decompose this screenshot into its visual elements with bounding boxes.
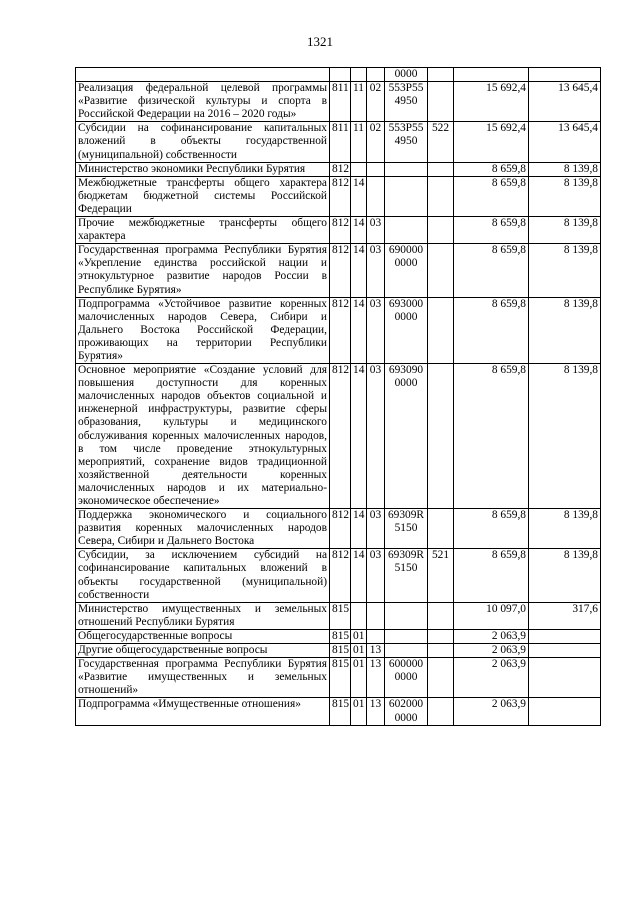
section-code-cell: 14 (351, 217, 367, 244)
section-code-cell: 01 (351, 644, 367, 658)
subsection-code-cell: 03 (367, 549, 385, 602)
expense-type-cell (428, 602, 454, 629)
page-number: 1321 (307, 34, 333, 49)
department-code-cell: 811 (330, 82, 351, 122)
section-code-cell: 14 (351, 364, 367, 509)
department-code-cell: 815 (330, 602, 351, 629)
item-name-cell: Субсидии, за исключением субсидий на софинансирование капитальных вложений в объекты государственной (муниципальной) собственности (76, 549, 330, 602)
subsection-code-cell: 03 (367, 217, 385, 244)
section-code-cell: 14 (351, 509, 367, 549)
amount-year2-cell: 13 645,4 (529, 122, 601, 162)
amount-year1-cell: 2 063,9 (454, 644, 529, 658)
item-name-cell: Прочие межбюджетные трансферты общего характера (76, 217, 330, 244)
amount-year1-cell: 2 063,9 (454, 629, 529, 643)
department-code-cell (330, 68, 351, 82)
subsection-code-cell: 13 (367, 698, 385, 725)
department-code-cell: 815 (330, 629, 351, 643)
section-code-cell: 01 (351, 658, 367, 698)
table-row (76, 297, 601, 363)
table-body (76, 68, 601, 726)
subsection-code-cell: 03 (367, 509, 385, 549)
target-article-cell: 0000 (385, 68, 428, 82)
table-row (76, 602, 601, 629)
expense-type-cell (428, 244, 454, 297)
department-code-cell: 815 (330, 698, 351, 725)
subsection-code-cell (367, 162, 385, 176)
subsection-code-cell: 02 (367, 82, 385, 122)
department-code-cell: 815 (330, 644, 351, 658)
table-row (76, 629, 601, 643)
section-code-cell (351, 68, 367, 82)
expense-type-cell (428, 82, 454, 122)
amount-year2-cell (529, 629, 601, 643)
section-code-cell: 14 (351, 549, 367, 602)
amount-year2-cell: 8 139,8 (529, 297, 601, 363)
item-name-cell: Другие общегосударственные вопросы (76, 644, 330, 658)
amount-year1-cell: 10 097,0 (454, 602, 529, 629)
section-code-cell (351, 162, 367, 176)
amount-year1-cell: 8 659,8 (454, 509, 529, 549)
target-article-cell: 602000 0000 (385, 698, 428, 725)
item-name-cell: Подпрограмма «Имущественные отношения» (76, 698, 330, 725)
subsection-code-cell: 13 (367, 658, 385, 698)
table-row (76, 122, 601, 162)
department-code-cell: 812 (330, 162, 351, 176)
amount-year1-cell: 15 692,4 (454, 122, 529, 162)
expense-type-cell (428, 629, 454, 643)
subsection-code-cell (367, 629, 385, 643)
item-name-cell: Министерство экономики Республики Бурятия (76, 162, 330, 176)
amount-year2-cell: 8 139,8 (529, 364, 601, 509)
subsection-code-cell (367, 68, 385, 82)
amount-year2-cell (529, 658, 601, 698)
department-code-cell: 812 (330, 244, 351, 297)
amount-year2-cell: 8 139,8 (529, 549, 601, 602)
expense-type-cell: 521 (428, 549, 454, 602)
expense-type-cell: 522 (428, 122, 454, 162)
table-row (76, 217, 601, 244)
item-name-cell: Подпрограмма «Устойчивое развитие коренных малочисленных народов Севера, Сибири и Дальнего Востока Российской Федерации, проживающих на территории Республики Бурятия» (76, 297, 330, 363)
amount-year1-cell: 8 659,8 (454, 176, 529, 216)
amount-year2-cell: 317,6 (529, 602, 601, 629)
target-article-cell (385, 602, 428, 629)
target-article-cell (385, 629, 428, 643)
table-row (76, 658, 601, 698)
section-code-cell: 11 (351, 82, 367, 122)
expense-type-cell (428, 176, 454, 216)
amount-year2-cell: 8 139,8 (529, 244, 601, 297)
item-name-cell: Основное мероприятие «Создание условий для повышения доступности для коренных малочисленных народов объектов социальной и инженерной инфраструктуры, развитие сферы образования, культуры и медицинского обслуживания коренных малочисленных народов, в том числе проведение этнокультурных мероприятий, сохранение видов традиционной хозяйственной деятельности коренных малочисленных народов и их материально-экономическое обеспечение» (76, 364, 330, 509)
target-article-cell: 69309R 5150 (385, 509, 428, 549)
amount-year1-cell: 8 659,8 (454, 549, 529, 602)
expense-type-cell (428, 658, 454, 698)
amount-year2-cell (529, 644, 601, 658)
table-row (76, 162, 601, 176)
department-code-cell: 812 (330, 176, 351, 216)
section-code-cell: 14 (351, 297, 367, 363)
amount-year2-cell: 13 645,4 (529, 82, 601, 122)
item-name-cell: Общегосударственные вопросы (76, 629, 330, 643)
amount-year1-cell: 8 659,8 (454, 364, 529, 509)
item-name-cell: Поддержка экономического и социального развития коренных малочисленных народов Севера, Сибири и Дальнего Востока (76, 509, 330, 549)
amount-year1-cell: 2 063,9 (454, 698, 529, 725)
target-article-cell: 693090 0000 (385, 364, 428, 509)
amount-year1-cell: 8 659,8 (454, 162, 529, 176)
item-name-cell: Реализация федеральной целевой программы «Развитие физической культуры и спорта в Российской Федерации на 2016 – 2020 годы» (76, 82, 330, 122)
amount-year1-cell: 8 659,8 (454, 297, 529, 363)
subsection-code-cell: 03 (367, 244, 385, 297)
amount-year2-cell: 8 139,8 (529, 176, 601, 216)
item-name-cell: Министерство имущественных и земельных отношений Республики Бурятия (76, 602, 330, 629)
department-code-cell: 812 (330, 364, 351, 509)
table-row (76, 698, 601, 725)
amount-year1-cell: 8 659,8 (454, 217, 529, 244)
subsection-code-cell: 13 (367, 644, 385, 658)
amount-year2-cell: 8 139,8 (529, 509, 601, 549)
department-code-cell: 812 (330, 297, 351, 363)
amount-year2-cell (529, 68, 601, 82)
section-code-cell: 01 (351, 629, 367, 643)
section-code-cell: 14 (351, 244, 367, 297)
item-name-cell: Субсидии на софинансирование капитальных вложений в объекты государственной (муниципальной) собственности (76, 122, 330, 162)
amount-year1-cell: 2 063,9 (454, 658, 529, 698)
item-name-cell: Государственная программа Республики Бурятия «Развитие имущественных и земельных отношений» (76, 658, 330, 698)
section-code-cell (351, 602, 367, 629)
target-article-cell: 553P55 4950 (385, 122, 428, 162)
amount-year1-cell (454, 68, 529, 82)
department-code-cell: 812 (330, 509, 351, 549)
subsection-code-cell: 03 (367, 297, 385, 363)
expense-type-cell (428, 364, 454, 509)
table-row (76, 549, 601, 602)
target-article-cell (385, 217, 428, 244)
section-code-cell: 11 (351, 122, 367, 162)
amount-year2-cell (529, 698, 601, 725)
target-article-cell: 69309R 5150 (385, 549, 428, 602)
target-article-cell (385, 162, 428, 176)
expense-type-cell (428, 68, 454, 82)
table-row (76, 364, 601, 509)
item-name-cell (76, 68, 330, 82)
amount-year1-cell: 15 692,4 (454, 82, 529, 122)
target-article-cell: 600000 0000 (385, 658, 428, 698)
table-row (76, 176, 601, 216)
amount-year2-cell: 8 139,8 (529, 162, 601, 176)
amount-year2-cell: 8 139,8 (529, 217, 601, 244)
expense-type-cell (428, 644, 454, 658)
target-article-cell: 553P55 4950 (385, 82, 428, 122)
item-name-cell: Государственная программа Республики Бурятия «Укрепление единства российской нации и этнокультурное развитие народов России в Республике Бурятия» (76, 244, 330, 297)
department-code-cell: 812 (330, 549, 351, 602)
expense-type-cell (428, 698, 454, 725)
table-row (76, 82, 601, 122)
target-article-cell: 690000 0000 (385, 244, 428, 297)
section-code-cell: 14 (351, 176, 367, 216)
target-article-cell: 693000 0000 (385, 297, 428, 363)
expense-type-cell (428, 217, 454, 244)
department-code-cell: 812 (330, 217, 351, 244)
expense-type-cell (428, 297, 454, 363)
subsection-code-cell (367, 602, 385, 629)
department-code-cell: 811 (330, 122, 351, 162)
table-row (76, 644, 601, 658)
table-row (76, 244, 601, 297)
department-code-cell: 815 (330, 658, 351, 698)
subsection-code-cell (367, 176, 385, 216)
table-row (76, 509, 601, 549)
table-row (76, 68, 601, 82)
section-code-cell: 01 (351, 698, 367, 725)
item-name-cell: Межбюджетные трансферты общего характера бюджетам бюджетной системы Российской Федерации (76, 176, 330, 216)
subsection-code-cell: 03 (367, 364, 385, 509)
target-article-cell (385, 644, 428, 658)
target-article-cell (385, 176, 428, 216)
expense-type-cell (428, 509, 454, 549)
expense-type-cell (428, 162, 454, 176)
subsection-code-cell: 02 (367, 122, 385, 162)
budget-table (75, 67, 601, 726)
amount-year1-cell: 8 659,8 (454, 244, 529, 297)
